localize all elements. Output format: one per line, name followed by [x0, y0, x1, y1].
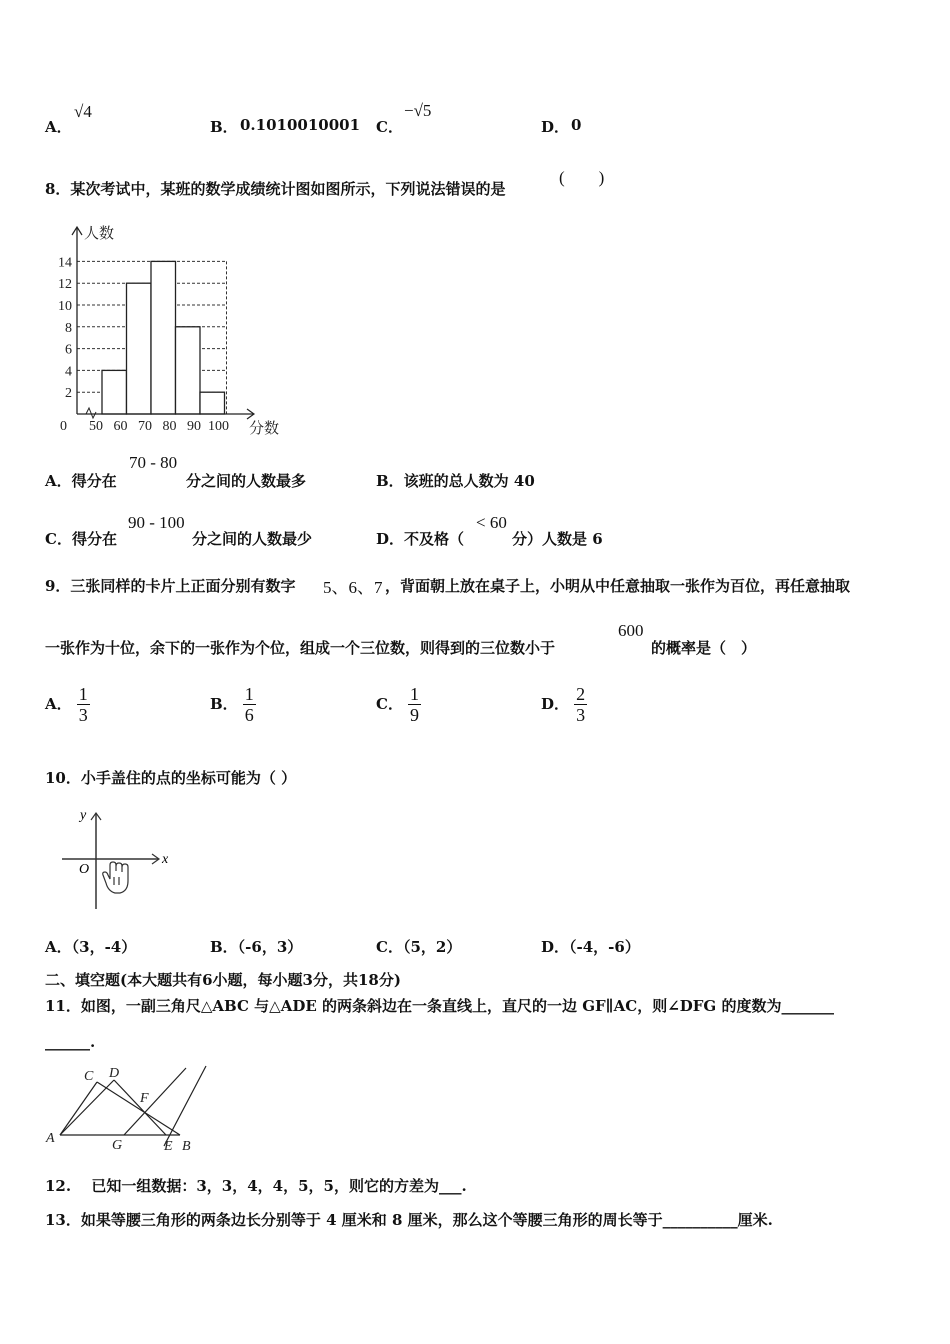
q11-label-f: F — [140, 1091, 149, 1106]
x-tick-label: 70 — [138, 419, 152, 434]
origin-label: 0 — [60, 419, 67, 434]
q9-option-a-fraction: $\frac{1}{3}$ — [78, 684, 88, 725]
q10-stem: 10．小手盖住的点的坐标可能为（ ） — [45, 769, 297, 787]
q7-option-d-label: D． — [541, 118, 570, 136]
q9-line1-post: ，背面朝上放在桌子上，小明从中任意抽取一张作为百位，再任意抽取 — [385, 577, 851, 595]
q9-line1-pre: 9．三张同样的卡片上正面分别有数字 — [45, 577, 296, 595]
q11-label-g: G — [112, 1138, 123, 1153]
q10-option-c: C．（5，2） — [376, 938, 462, 956]
q8-option-a-tail: 分之间的人数最多 — [186, 472, 307, 490]
q9-digits: 5、6、7 — [323, 578, 383, 597]
histogram-bar — [127, 283, 152, 414]
y-tick-label: 6 — [65, 342, 72, 358]
section-heading: 二、填空题(本大题共有6小题，每小题3分，共18分) — [45, 971, 401, 989]
x-axis-label: 分数 — [249, 421, 280, 437]
q7-option-c-label: C． — [376, 118, 403, 136]
q8-histogram — [40, 218, 300, 440]
q10-axis-x-label: x — [162, 852, 169, 867]
q10-coordinate-figure — [58, 805, 178, 913]
x-tick-label: 80 — [162, 419, 177, 434]
q13-text: 13．如果等腰三角形的两条边长分别等于 4 厘米和 8 厘米，那么这个等腰三角形的周长等于__________厘米. — [45, 1211, 773, 1229]
q7-option-c-value: −√5 — [404, 101, 432, 120]
q11-label-d: D — [109, 1066, 120, 1081]
q9-option-b — [210, 684, 256, 725]
y-tick-label: 12 — [58, 277, 72, 293]
y-tick-label: 8 — [65, 320, 72, 336]
q12-text: 12. 已知一组数据：3，3，4，4，5，5，则它的方差为___. — [45, 1177, 467, 1195]
q8-option-c-tail: 分之间的人数最少 — [192, 530, 313, 548]
q11-label-a: A — [46, 1131, 55, 1146]
q9-option-c-label: C． — [376, 695, 403, 713]
x-tick-label: 100 — [208, 419, 229, 434]
histogram-bar — [102, 370, 127, 414]
histogram-bar — [200, 392, 225, 414]
q9-line2-post: 的概率是（ ） — [651, 639, 757, 657]
q9-option-d-label: D． — [541, 695, 570, 713]
y-tick-label: 4 — [65, 364, 72, 380]
q9-option-d — [541, 684, 587, 725]
q10-option-b: B．（-6，3） — [210, 938, 303, 956]
q11-label-e: E — [164, 1139, 173, 1154]
axis-break — [86, 408, 96, 418]
q7-option-a-value: √4 — [74, 102, 92, 121]
q8-stem: 8．某次考试中，某班的数学成绩统计图如图所示，下列说法错误的是 — [45, 180, 506, 198]
q7-option-d-value: 0 — [571, 116, 582, 134]
q9-option-c-fraction: $\frac{1}{9}$ — [410, 684, 420, 725]
x-tick-label: 90 — [187, 419, 201, 434]
q10-origin-label: O — [79, 862, 90, 877]
q8-answer-paren: ( ) — [559, 168, 605, 187]
q8-option-a-range: 70 - 80 — [129, 453, 178, 472]
q11-line1: 11．如图，一副三角尺△ABC 与△ADE 的两条斜边在一条直线上，直尺的一边 GF∥AC，则∠DFG 的度数为_______ — [45, 997, 834, 1015]
q9-option-b-fraction: $\frac{1}{6}$ — [244, 684, 254, 725]
histogram-bar — [176, 327, 201, 414]
q9-option-a — [45, 684, 90, 725]
histogram-bar — [151, 261, 176, 414]
x-tick-label: 50 — [89, 419, 103, 434]
q9-option-b-label: B． — [210, 695, 238, 713]
q7-option-a-label: A． — [45, 118, 72, 136]
q9-option-c — [376, 684, 421, 725]
q11-line2: ______. — [45, 1033, 96, 1051]
q11-triangle-figure — [42, 1060, 217, 1155]
q11-label-b: B — [182, 1139, 191, 1154]
q9-line2-number: 600 — [618, 621, 644, 640]
q10-option-a: A．（3，-4） — [45, 938, 137, 956]
q7-option-b-value: 0.1010010001 — [240, 116, 361, 134]
q8-option-a-label: A．得分在 — [45, 472, 117, 490]
q8-option-d-label: D．不及格（ — [376, 530, 465, 548]
y-tick-label: 10 — [58, 299, 72, 314]
y-tick-label: 2 — [65, 386, 72, 402]
q8-option-c-label: C．得分在 — [45, 530, 117, 548]
q8-option-b: B．该班的总人数为 40 — [376, 472, 535, 490]
q8-option-d-cond: < 60 — [476, 513, 507, 532]
q10-option-d: D．（-4，-6） — [541, 938, 640, 956]
x-tick-label: 60 — [113, 419, 128, 434]
q8-option-d-tail: 分）人数是 6 — [512, 530, 603, 548]
y-tick-label: 14 — [58, 255, 72, 271]
q7-option-b-label: B． — [210, 118, 238, 136]
q9-option-d-fraction: $\frac{2}{3}$ — [576, 684, 586, 725]
q9-line2-pre: 一张作为十位，余下的一张作为个位，组成一个三位数，则得到的三位数小于 — [45, 639, 556, 657]
y-axis-label: 人数 — [84, 226, 115, 242]
q9-option-a-label: A． — [45, 695, 72, 713]
q8-option-c-range: 90 - 100 — [128, 513, 185, 532]
hand-icon — [103, 862, 128, 893]
q10-axis-y-label: y — [80, 808, 87, 823]
q11-label-c: C — [84, 1069, 94, 1084]
